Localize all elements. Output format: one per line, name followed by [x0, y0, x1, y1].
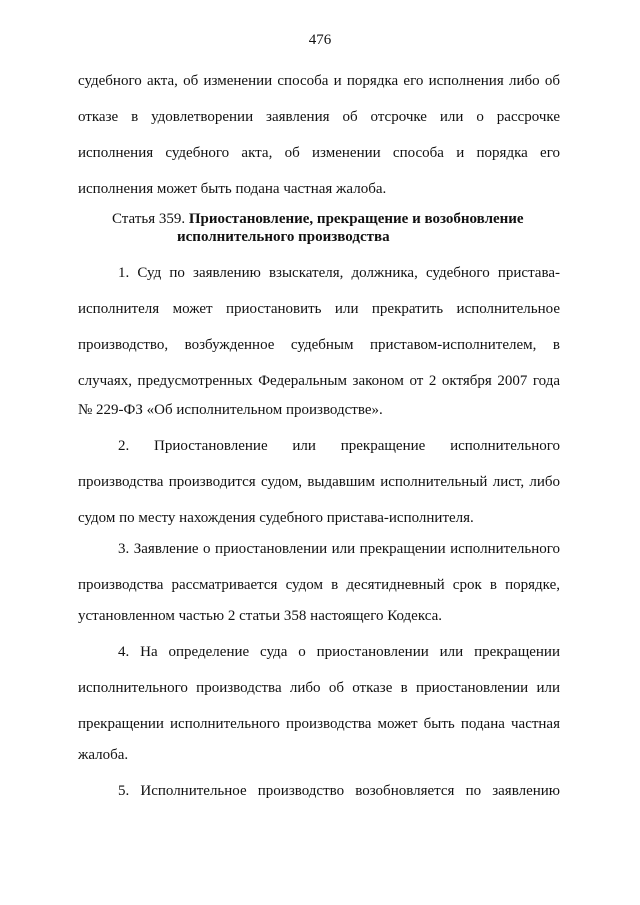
paragraph-3-line-2: производства рассматривается судом в десятидневный срок в порядке, [78, 577, 560, 593]
article-title-line1: Приостановление, прекращение и возобновление [188, 211, 524, 227]
paragraph-4-line-3: прекращении исполнительного производства может быть подана частная [78, 716, 560, 732]
page-number: 476 [308, 32, 332, 48]
paragraph-4-line-2: исполнительного производства либо об отказе в приостановлении или [78, 680, 560, 696]
paragraph-2-line-2: производства производится судом, выдавшим исполнительный лист, либо [78, 474, 560, 490]
paragraph-1-line-5: № 229-ФЗ «Об исполнительном производстве». [78, 402, 383, 418]
paragraph-4-line-1: 4. На определение суда о приостановлении или прекращении [118, 644, 560, 660]
paragraph-1-line-3: производство, возбужденное судебным приставом-исполнителем, в [78, 337, 560, 353]
paragraph-2-line-1: 2. Приостановление или прекращение исполнительного [118, 438, 560, 454]
paragraph-3-line-1: 3. Заявление о приостановлении или прекращении исполнительного [118, 541, 560, 557]
paragraph-5-line-1: 5. Исполнительное производство возобновляется по заявлению [118, 783, 560, 799]
intro-line-1: судебного акта, об изменении способа и порядка его исполнения либо об [78, 73, 560, 89]
paragraph-2-line-3: судом по месту нахождения судебного пристава-исполнителя. [78, 510, 474, 526]
paragraph-1-line-4: случаях, предусмотренных Федеральным законом от 2 октября 2007 года [78, 373, 560, 389]
intro-line-4: исполнения может быть подана частная жалоба. [78, 181, 387, 197]
paragraph-4-line-4: жалоба. [78, 747, 129, 763]
intro-line-3: исполнения судебного акта, об изменении способа и порядка его [78, 145, 560, 161]
article-heading [112, 210, 524, 228]
paragraph-1-line-2: исполнителя может приостановить или прекратить исполнительное [78, 301, 560, 317]
article-title-line2: исполнительного производства [177, 229, 390, 245]
paragraph-3-line-3: установленном частью 2 статьи 358 настоящего Кодекса. [78, 608, 442, 624]
intro-line-2: отказе в удовлетворении заявления об отсрочке или о рассрочке [78, 109, 560, 125]
paragraph-1-line-1: 1. Суд по заявлению взыскателя, должника, судебного пристава- [118, 265, 560, 281]
article-label: Статья 359. [112, 211, 186, 227]
